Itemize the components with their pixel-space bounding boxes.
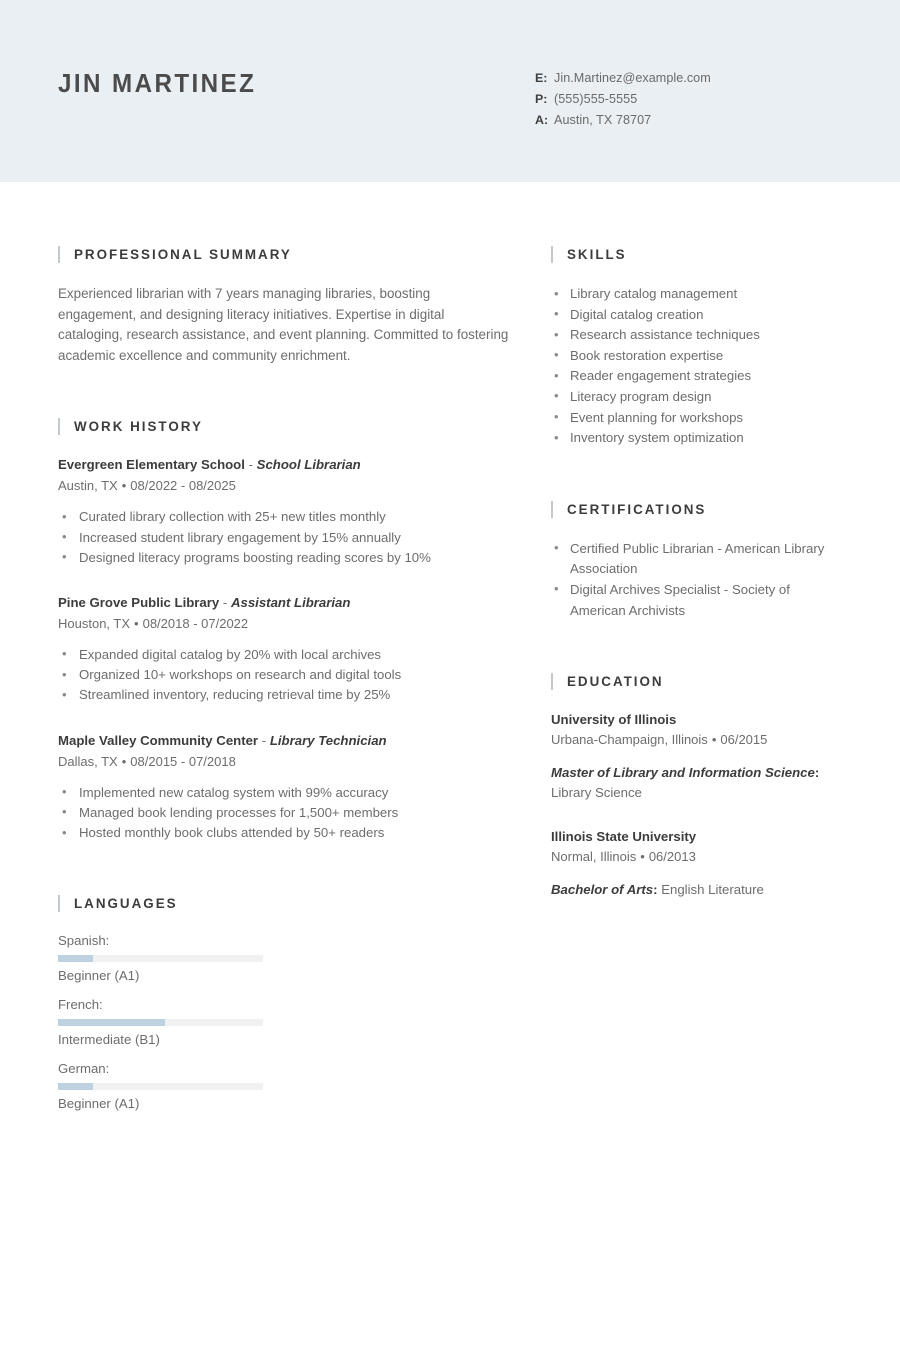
job-separator: - [222, 594, 228, 610]
list-item: • Expanded digital catalog by 20% with local archives [58, 645, 510, 665]
job-organization: Evergreen Elementary School [58, 457, 245, 473]
contact-block [535, 68, 711, 131]
list-item: • Curated library collection with 25+ new titles monthly [58, 507, 510, 527]
summary-text: Experienced librarian with 7 years managing libraries, boosting engagement, and designing literacy initiatives. Expertise in digital cataloging, research assistance, and event planning. Committed to fostering academic excellence and community enrichment. [58, 286, 509, 363]
language-progress-fill [58, 1083, 93, 1090]
education-school: University of Illinois [551, 712, 677, 728]
contact-row-phone [535, 89, 711, 110]
phone-value[interactable]: (555)555-5555 [554, 92, 638, 106]
education-date: 06/2013 [648, 848, 696, 864]
job-meta-line [58, 477, 510, 495]
accent-bar-icon [551, 246, 553, 263]
list-item: • Book restoration expertise [551, 346, 842, 367]
education-meta-line [551, 848, 842, 866]
contact-row-email [535, 68, 711, 89]
job-organization: Maple Valley Community Center [58, 732, 259, 748]
list-item: • Digital Archives Specialist - Society of American Archivists [551, 580, 842, 621]
job-separator: - [261, 732, 267, 748]
language-item [58, 997, 263, 1047]
list-item: • Streamlined inventory, reducing retrieval time by 25% [58, 685, 510, 705]
language-progress-track [58, 1019, 263, 1026]
address-value: Austin, TX 78707 [554, 113, 652, 127]
section-title: EDUCATION [567, 674, 664, 690]
language-name: German: [58, 1061, 110, 1077]
list-item: • Literacy program design [551, 387, 842, 408]
phone-label: P: [535, 92, 548, 106]
list-item: • Event planning for workshops [551, 408, 842, 429]
accent-bar-icon [551, 673, 553, 690]
list-item: • Reader engagement strategies [551, 366, 842, 387]
education-field: Library Science [551, 784, 642, 800]
section-title: WORK HISTORY [74, 419, 203, 435]
education-entry [551, 828, 842, 899]
job-title-line [58, 732, 510, 750]
list-item: • Managed book lending processes for 1,500+ members [58, 803, 510, 823]
list-item: • Research assistance techniques [551, 325, 842, 346]
education-meta-line [551, 731, 842, 749]
candidate-name: JIN MARTINEZ [58, 68, 257, 98]
accent-bar-icon [58, 895, 60, 912]
meta-bullet-icon: • [640, 848, 645, 864]
job-location: Austin, TX [58, 478, 118, 494]
section-skills [551, 246, 842, 449]
job-dates: 08/2015 - 07/2018 [130, 753, 236, 769]
work-history-entry [58, 732, 510, 844]
job-separator: - [248, 457, 253, 473]
job-location: Dallas, TX [58, 753, 118, 769]
job-bullet-list [58, 645, 510, 706]
job-role: Assistant Librarian [230, 594, 351, 610]
language-progress-fill [58, 1019, 165, 1026]
accent-bar-icon [58, 418, 60, 435]
section-heading-work-history [58, 418, 510, 435]
language-level: Beginner (A1) [58, 1096, 140, 1112]
meta-bullet-icon: • [121, 478, 127, 494]
email-label: E: [535, 71, 548, 85]
work-history-entry [58, 594, 510, 706]
language-name: French: [58, 997, 103, 1013]
work-history-entry [58, 456, 510, 568]
meta-bullet-icon: • [121, 753, 127, 769]
education-entry [551, 711, 842, 802]
section-certifications [551, 501, 842, 621]
language-progress-fill [58, 955, 93, 962]
job-location: Houston, TX [58, 615, 131, 631]
language-progress-track [58, 955, 263, 962]
language-item [58, 1061, 263, 1111]
section-title: PROFESSIONAL SUMMARY [74, 247, 292, 262]
language-level: Intermediate (B1) [58, 1032, 160, 1048]
list-item: • Organized 10+ workshops on research and digital tools [58, 665, 510, 685]
education-location: Urbana-Champaign, Illinois [551, 732, 708, 748]
list-item: • Certified Public Librarian - American Library Association [551, 539, 842, 580]
education-location: Normal, Illinois [551, 848, 637, 864]
list-item: • Hosted monthly book clubs attended by 50+ readers [58, 823, 510, 843]
job-title-line [58, 456, 510, 474]
job-bullet-list [58, 783, 510, 844]
job-organization: Pine Grove Public Library [58, 594, 220, 610]
section-heading-professional-summary [58, 246, 510, 263]
section-title: CERTIFICATIONS [567, 501, 707, 517]
left-column [58, 246, 510, 1125]
job-dates: 08/2022 - 08/2025 [130, 478, 236, 494]
accent-bar-icon [551, 501, 553, 518]
education-degree-line: Bachelor of Arts: English Literature [551, 881, 764, 897]
section-heading-skills [551, 246, 842, 263]
section-heading-languages [58, 895, 510, 912]
language-name: Spanish: [58, 933, 110, 949]
education-degree: Bachelor of Arts [551, 881, 654, 897]
language-level: Beginner (A1) [58, 968, 140, 984]
job-role: Library Technician [269, 732, 387, 748]
right-column [551, 246, 842, 899]
list-item: • Library catalog management [551, 284, 842, 305]
job-meta-line [58, 753, 510, 771]
job-meta-line [58, 615, 510, 633]
language-progress-track [58, 1083, 263, 1090]
education-date: 06/2015 [720, 732, 768, 748]
section-heading-certifications [551, 501, 842, 518]
job-dates: 08/2018 - 07/2022 [142, 615, 249, 631]
section-heading-education [551, 673, 842, 690]
education-field: English Literature [661, 881, 764, 897]
section-title: LANGUAGES [74, 896, 178, 912]
language-item [58, 933, 263, 983]
resume-body [0, 182, 900, 1125]
list-item: • Designed literacy programs boosting reading scores by 10% [58, 548, 510, 568]
meta-bullet-icon: • [134, 615, 139, 631]
education-school: Illinois State University [551, 828, 697, 844]
skills-list [551, 284, 842, 449]
education-degree: Master of Library and Information Science [551, 765, 815, 781]
section-professional-summary [58, 246, 510, 366]
job-bullet-list [58, 507, 510, 568]
section-education [551, 673, 842, 899]
resume-header [0, 0, 900, 182]
list-item: • Increased student library engagement by 15% annually [58, 528, 510, 548]
address-label: A: [535, 113, 549, 127]
job-role: School Librarian [256, 457, 361, 473]
meta-bullet-icon: • [711, 732, 717, 748]
list-item: • Implemented new catalog system with 99% accuracy [58, 783, 510, 803]
section-languages [58, 895, 510, 1125]
list-item: • Inventory system optimization [551, 428, 842, 449]
list-item: • Digital catalog creation [551, 305, 842, 326]
section-work-history [58, 418, 510, 843]
section-title: SKILLS [567, 247, 627, 262]
email-value[interactable]: Jin.Martinez@example.com [554, 71, 711, 85]
contact-row-address [535, 110, 711, 131]
job-title-line [58, 594, 510, 612]
certifications-list [551, 539, 842, 621]
language-grid [58, 933, 510, 1125]
education-degree-line: Master of Library and Information Science: Library Science [551, 765, 820, 800]
accent-bar-icon [58, 246, 60, 263]
